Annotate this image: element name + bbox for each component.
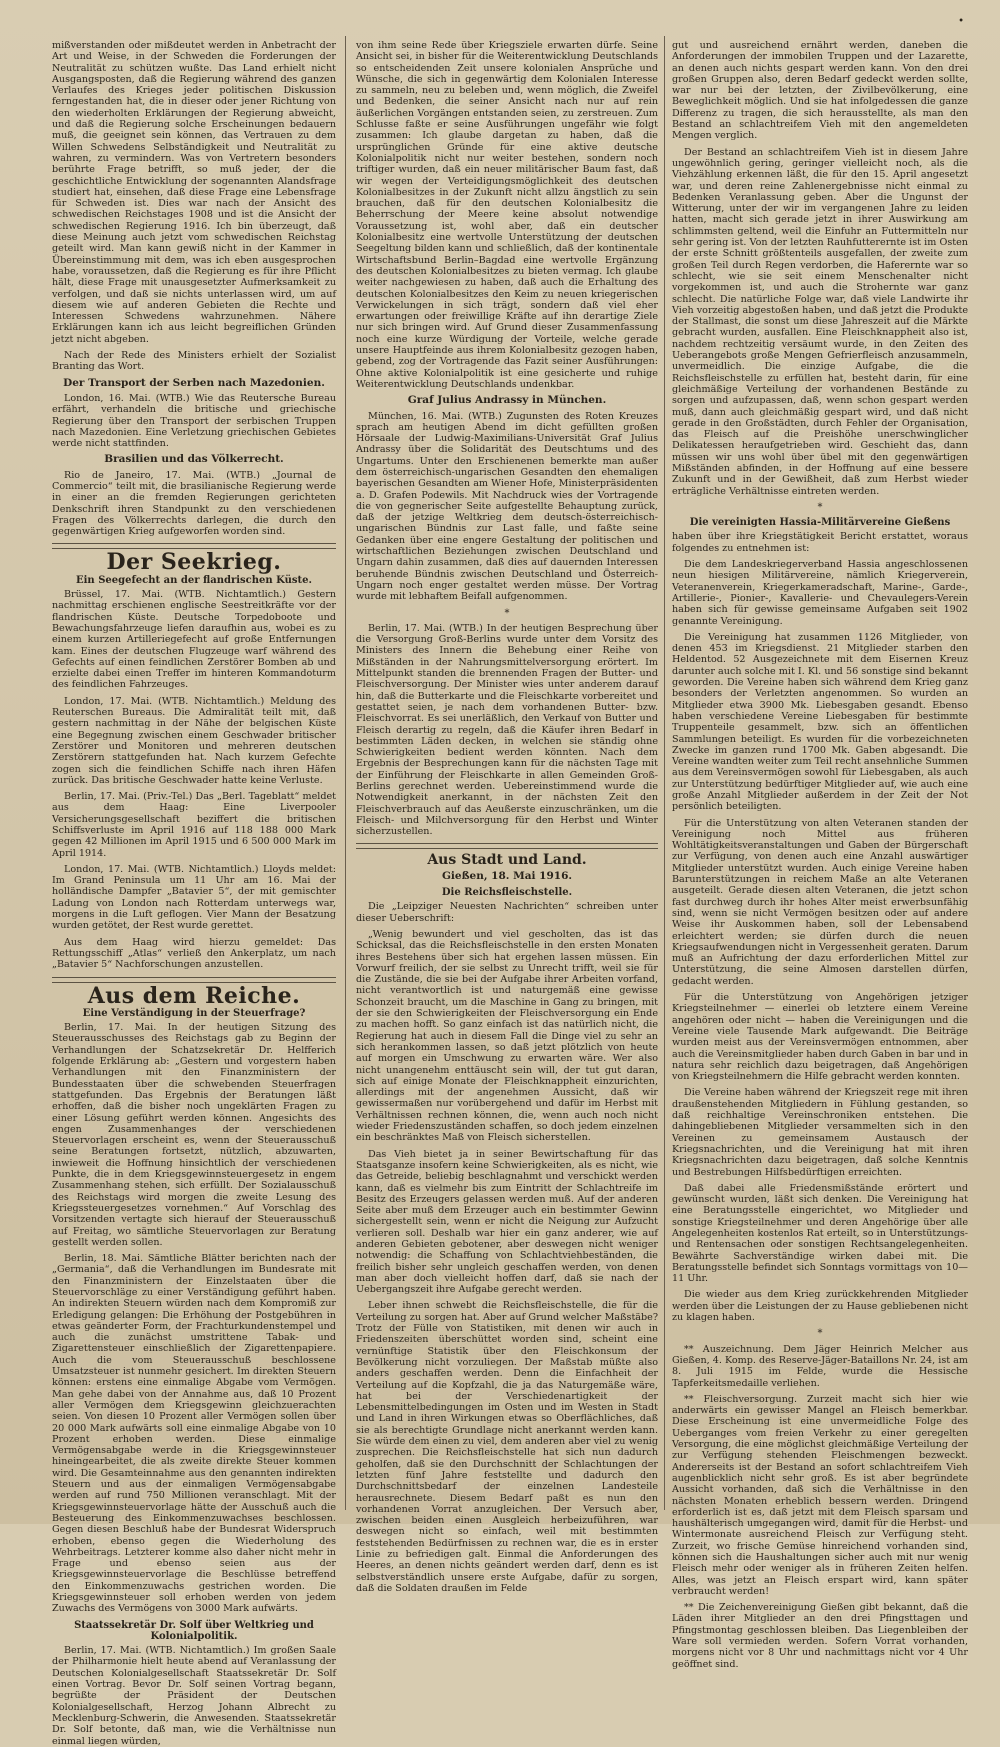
paragraph: München, 16. Mai. (WTB.) Zugunsten des Roten Kreuzes sprach am heutigen Abend im dicht gefüllten großen Hörsaale der Ludwig-Maximilians-Universität Graf Julius Andrassy über die Solidarität des Deutschtums und des Ungartums. Unter den Erschienenen bemerkte man außer dem österreichisch-ungarischen Gesandten den ehemaligen bayerischen Gesandten am Wiener Hofe, Ministerpräsidenten a. D. Grafen Podewils. Mit Nachdruck wies der Vortragende die von gegnerischer Seite aufgestellte Behauptung zurück, daß der jetzige Weltkrieg dem deutsch-österreichisch-ungarischen Bündnis zur Last falle, und faßte seine Gedanken über eine engere Gestaltung der politischen und wirtschaftlichen Beziehungen zwischen Deutschland und Ungarn dahin zusammen, daß dies auf dauernden Interessen beruhende Bündnis zwischen Deutschland und Österreich-Ungarn noch enger gestaltet werden müsse. Der Vortrag wurde mit lebhaftem Beifall aufgenommen.: [356, 410, 658, 603]
section-heading: Der Transport der Serben nach Mazedonien.: [63, 376, 325, 389]
column-rule-2: [664, 36, 665, 1510]
separator-star: *: [817, 1328, 823, 1340]
paragraph: Für die Unterstützung von alten Veteranen standen der Vereinigung noch Mittel aus früheren Wohltätigkeitsveranstaltungen und Gaben der Bürgerschaft zur Verfügung, von denen auch eine Anzahl auswärtiger Mitglieder unterstützt wurden. Auch einige Vereine haben Barunterstützungen in reichem Maße an alte Veteranen ausgeteilt. Gerade diesen alten Veteranen, die jetzt schon fast durchweg durch ihr hohes Alter meist erwerbsunfähig sind, wenn sie nicht Vermögen besitzen oder auf andere Weise ihr Auskommen haben, soll der Lebensabend erleichtert werden; sie dürfen durch die neuen Kriegsaufwendungen nicht in Vergessenheit geraten. Darum muß an Aufrichtung der dazu erforderlichen Mittel zur Unterstützung, die seine Almosen darstellen dürfen, gedacht werden.: [672, 817, 968, 987]
paragraph: „Wenig bewundert und viel gescholten, das ist das Schicksal, das die Reichsfleischstelle in den ersten Monaten ihres Bestehens über sich hat ergehen lassen müssen. Ein Vorwurf freilich, der sie selbst zu Unrecht trifft, weil sie für die Zustände, die sie bei der Aufgabe ihrer Arbeiten vorfand, nicht verantwortlich ist und naturgemäß eine gewisse Schonzeit braucht, um die Maschine in Gang zu bringen, mit der sie den Schwierigkeiten der Fleischversorgung ein Ende zu machen hofft. So ganz einfach ist das natürlich nicht, die Regierung hat auch in diesem Fall die Dinge viel zu sehr an sich herankommen lassen, so daß jetzt plötzlich von heute auf morgen ein Umschwung zu erwarten wäre. Wer also nicht unangenehm enttäuscht sein will, der tut gut daran, sich auf einige Monate der Fleischknappheit einzurichten, allerdings mit der angenehmen Aussicht, daß wir gewissermaßen nur vorübergehend und dafür im Herbst mit Verhältnissen rechnen können, die, wenn auch noch nicht wieder Friedenszuständen schaffen, so doch jedem einzelnen ein beschränktes Maß von Fleisch sicherstellen.: [356, 928, 658, 1144]
paragraph: ** Die Zeichenvereinigung Gießen gibt bekannt, daß die Läden ihrer Mitglieder an den drei Pfingsttagen und Pfingstmontag geschlossen bleiben. Das Liegenbleiben der Ware soll vermieden werden. Sofern Vorrat vorhanden, morgens nicht vor 8 Uhr und nachmittags nicht vor 4 Uhr geöffnet sind.: [672, 1602, 968, 1670]
paragraph: ** Fleischversorgung. Zurzeit macht sich hier wie anderwärts ein gewisser Mangel an Fleisch bemerkbar. Diese Erscheinung ist eine unvermeidliche Folge des Ueberganges vom freien Verkehr zu einer geregelten Versorgung, die eine möglichst gleichmäßige Verteilung der zur Verfügung stehenden Fleischmengen bezweckt. Andererseits ist der Bestand an sofort schlachtreifem Vieh augenblicklich nicht sehr groß. Es ist aber begründete Aussicht vorhanden, daß sich die Verhältnisse in den nächsten Monaten erheblich bessern werden. Dringend erforderlich ist es, daß jetzt mit dem Fleisch sparsam und haushälterisch umgegangen wird, damit für die Herbst- und Wintermonate ausreichend Fleisch zur Verfügung steht. Zurzeit, wo frische Gemüse hinreichend vorhanden sind, können sich die Haushaltungen sicher auch mit nur wenig Fleisch mehr oder weniger als in früheren Zeiten helfen. Alles, was jetzt an Fleisch erspart wird, kann später verbraucht werden!: [672, 1393, 968, 1597]
paragraph: Die dem Landeskriegerverband Hassia angeschlossenen neun hiesigen Militärvereine, nämlich Kriegerverein, Veteranenverein, Kriegerkameradschaft, Marine-, Garde-, Artillerie-, Pionier-, Kavallerie- und Chevaulegers-Verein haben sich für gewisse gemeinsame Aufgaben seit 1902 genannte Vereinigung.: [672, 559, 968, 627]
separator-star: *: [504, 607, 510, 619]
paragraph: gut und ausreichend ernährt werden, daneben die Anforderungen der immobilen Truppen und der Lazarette, an denen auch nichts gespart werden kann. Von den drei großen Gruppen also, deren Bedarf gedeckt werden sollte, war nur bei der letzten, der Zivilbevölkerung, eine Beweglichkeit möglich. Und sie hat infolgedessen die ganze Differenz zu tragen, die sich herausstellte, als man den Bestand an schlachtreifem Vieh mit den angemeldeten Mengen verglich.: [672, 40, 968, 142]
paragraph: Der Bestand an schlachtreifem Vieh ist in diesem Jahre ungewöhnlich gering, geringer vielleicht noch, als die Viehzählung erkennen läßt, die für den 15. April angesetzt war, und deren reine Zahlenergebnisse nicht einmal zu Bedenken Veranlassung geben. Aber die Ungunst der Witterung, unter der wir im vergangenen Jahre zu leiden hatten, macht sich gerade jetzt in ihrer Auswirkung am schlimmsten geltend, weil die Einfuhr an Futtermitteln nur sehr gering ist. Von der letzten Rauhfutterernte ist im Osten der erste Schnitt größtenteils ausgefallen, der zweite zum großen Teil durch Regen verdorben, die Haferernte war so schlecht, wie sie seit einem Menschenalter nicht vorgekommen ist, und auch die Strohernte war ganz schlecht. Die natürliche Folge war, daß viele Landwirte ihr Vieh vorzeitig abgestoßen haben, und daß jetzt die Produkte der Stallmast, die sonst um diese Jahreszeit auf die Märkte gebracht wurden, ausfallen. Eine Fleischknappheit also ist, nachdem rechtzeitig versäumt wurde, in den Zeiten des Ueberangebots große Mengen Gefrierfleisch anzusammeln, unvermeidlich. Die einzige Aufgabe, die die Reichsfleischstelle zu erfüllen hat, besteht darin, für eine gleichmäßige Verteilung der vorhandenen Bestände zu sorgen und aufzupassen, daß, wenn schon gespart werden muß, dann auch gleichmäßig gespart wird, und daß nicht gerade in den Großstädten, durch Fehler der Organisation, das Fleisch auf die Preishöhe unerschwinglicher Delikatessen heraufgetrieben wird. Geschieht das, dann müssen wir uns wohl über übel mit den gegenwärtigen Mißständen abfinden, in der Hoffnung auf eine bessere Zukunft und in der Gewißheit, daß zum Herbst wieder erträgliche Verhältnisse eintreten werden.: [672, 146, 968, 497]
paragraph: mißverstanden oder mißdeutet werden in Anbetracht der Art und Weise, in der Schweden die Forderungen der Neutralität zu schützen wußte. Das Land erhielt nicht Ausgangsposten, daß die Regierung während des ganzen Verlaufes des Krieges jeder politischen Diskussion ferngestanden hat, die in dieser oder jener Richtung von den wiederholten Erklärungen der Regierung abweicht, und daß die Regierung solche Erscheinungen bedauern muß, die geeignet sein können, das Vertrauen zu dem Willen Schwedens Selbständigkeit und Neutralität zu wahren, zu vermindern. Was von Vertretern besonders berührte Frage betrifft, so muß jeder, der die geschichtliche Entwicklung der sogenannten Alandsfrage studiert hat, einsehen, daß diese Frage eine Lebensfrage für Schweden ist. Dies war nach der Ansicht des schwedischen Reichstages 1908 und ist die Ansicht der schwedischen Regierung 1916. Ich bin überzeugt, daß diese Meinung auch jetzt vom schwedischen Reichstag geteilt wird. Man kann gewiß nicht in der Kammer in Übereinstimmung mit dem, was ich eben ausgesprochen habe, voraussetzen, daß die Regierung es für ihre Pflicht hält, diese Frage mit unausgesetzter Aufmerksamkeit zu verfolgen, und daß sie nichts unterlassen wird, um auf diesem wie auf anderen Gebieten die Rechte und Interessen Schwedens wahrzunehmen. Nähere Erklärungen kann ich aus leicht begreiflichen Gründen jetzt nicht abgeben.: [52, 40, 336, 345]
section-heading: Graf Julius Andrassy in München.: [407, 394, 607, 407]
column-2: [356, 40, 658, 1594]
page-mark: •: [958, 16, 964, 27]
column-1: [52, 40, 336, 1747]
subheading: Die Reichsfleischstelle.: [441, 887, 573, 899]
section-heading: Brasilien und das Völkerrecht.: [104, 453, 284, 466]
main-heading-reiche: Aus dem Reiche.: [87, 982, 301, 1009]
section-divider: [52, 977, 336, 983]
paragraph: London, 17. Mai. (WTB. Nichtamtlich.) Meldung des Reuterschen Bureaus. Die Admiralität teilt mit, daß gestern nachmittag in der Nähe der belgischen Küste eine Begegnung zwischen einem Geschwader britischer Zerstörer und Monitoren und mehreren deutschen Zerstörern stattgefunden hat. Nach kurzem Gefechte zogen sich die feindlichen Schiffe nach ihren Häfen zurück. Das britische Geschwader hatte keine Verluste.: [52, 695, 336, 786]
paragraph: London, 17. Mai. (WTB. Nichtamtlich.) Lloyds meldet: Im Grand Peninsula um 11 Uhr am 16. Mai der holländische Dampfer „Batavier 5“, der mit gemischter Ladung von London nach Rotterdam unterwegs war, morgens in die Luft geflogen. Vier Mann der Besatzung wurden getötet, der Rest wurde gerettet.: [52, 863, 336, 932]
paragraph: Das Vieh bietet ja in seiner Bewirtschaftung für das Staatsganze insofern keine Schwierigkeiten, als es nicht, wie das Getreide, beliebig beschlagnahmt und verschickt werden kann, daß es vielmehr bis zum Eintritt der Schlachtreife im Besitz des Erzeugers gelassen werden muß. Auf der anderen Seite aber muß dem Erzeuger auch ein bestimmter Gewinn sichergestellt sein, wenn er nicht die Neigung zur Aufzucht verlieren soll. Deshalb war hier ein ganz anderer, wie auf anderen Gebieten gebotener, aber deswegen nicht weniger notwendig: die Schaffung von Schlachtviehbeständen, die freilich bisher sehr ungleich geschaffen werden, von denen man aber doch vielleicht hoffen darf, daß sie nach der Uebergangszeit ihre Aufgabe gerecht werden.: [356, 1148, 658, 1296]
paragraph: London, 16. Mai. (WTB.) Wie das Reutersche Bureau erfährt, verhandeln die britische und griechische Regierung über den Transport der serbischen Truppen nach Mazedonien. Eine Verletzung griechischen Gebietes werde nicht stattfinden.: [52, 392, 336, 450]
paragraph: Berlin, 17. Mai. (WTB.) In der heutigen Besprechung über die Versorgung Groß-Berlins wurde unter dem Vorsitz des Ministers des Innern die Behebung einer Reihe von Mißständen in der Nahrungsmittelversorgung erörtert. Im Mittelpunkt standen die brennenden Fragen der Butter- und Fleischversorgung. Der Minister wies unter anderem darauf hin, daß die Butterkarte und die Fleischkarte vorbereitet und gestattet seien, je nach dem vorhandenen Butter- bzw. Fleischvorrat. Es sei unerläßlich, den Verkauf von Butter und Fleisch derartig zu regeln, daß die Käufer ihren Bedarf in bestimmten Läden decken, in welchen sie ständig ohne Schwierigkeiten bedient werden könnten. Nach dem Ergebnis der Besprechungen kann für die nächsten Tage mit der Einführung der Fleischkarte in allen Gemeinden Groß-Berlins gerechnet werden. Uebereinstimmend wurde die Notwendigkeit anerkannt, in der nächsten Zeit den Fleischverbrauch auf das Aeußerste einzuschränken, um die Fleisch- und Milchversorgung für den Herbst und Winter sicherzustellen.: [356, 622, 658, 838]
section-heading-stadt: Aus Stadt und Land.: [427, 852, 587, 869]
paragraph: Die „Leipziger Neuesten Nachrichten“ schreiben unter dieser Ueberschrift:: [356, 901, 658, 924]
paragraph: Die Vereine haben während der Kriegszeit rege mit ihren draußenstehenden Mitgliedern in Fühlung gestanden, so daß reichhaltige Vereinschroniken entstehen. Die dahingebliebenen Mitglieder versammelten sich in den Vereinen zu gemeinsamem Austausch der Kriegsnachrichten, und die Vereinigung hat mit ihren Kriegsnachrichten dazu beigetragen, daß solche Kenntnis und Bestrebungen Hilfsbedürftigen erreichten.: [672, 1087, 968, 1178]
paragraph: Berlin, 17. Mai. In der heutigen Sitzung des Steuerausschusses des Reichstags gab zu Beginn der Verhandlungen der Schatzsekretär Dr. Helfferich folgende Erklärung ab: „Gestern und vorgestern haben Verhandlungen mit den Finanzministern der Bundesstaaten über die schwebenden Steuerfragen stattgefunden. Das Ergebnis der Beratungen läßt erhoffen, daß die bisher noch ungeklärten Fragen zu einer Lösung geführt werden können. Angesichts des engen Zusammenhanges der verschiedenen Steuervorlagen erscheint es, wenn der Steuerausschuß seine Beratungen fortsetzt, nützlich, abzuwarten, inwieweit die Hoffnung hinsichtlich der verschiedenen Punkte, die in dem Kriegsgewinnsteuergesetz in engem Zusammenhang stehen, sich erfüllt. Der Sozialausschuß des Reichstags wird morgen die zweite Lesung des Kriegssteuergesetzes vornehmen.“ Auf Vorschlag des Vorsitzenden vertagte sich hierauf der Steuerausschuß auf Freitag, wo sämtliche Steuervorlagen zur Beratung gestellt werden sollen.: [52, 1022, 336, 1248]
paragraph: Rio de Janeiro, 17. Mai. (WTB.) „Journal de Commercio“ teilt mit, die brasilianische Regierung werde in einer an die fremden Regierungen gerichteten Denkschrift ihren Standpunkt zu den verschiedenen Fragen des Völkerrechts darlegen, die durch den gegenwärtigen Krieg aufgeworfen worden sind.: [52, 469, 336, 538]
paragraph: Brüssel, 17. Mai. (WTB. Nichtamtlich.) Gestern nachmittag erschienen englische Seestreitkräfte vor der flandrischen Küste. Deutsche Torpedoboote und Bewachungsfahrzeuge liefen daraufhin aus, wobei es zu einem kurzen Artilleriegefecht auf große Entfernungen kam. Eines der deutschen Flugzeuge warf während des Gefechts auf einen feindlichen Zerstörer Bomben ab und erzielte dabei einen Treffer im hinteren Kommandoturm des feindlichen Fahrzeuges.: [52, 589, 336, 691]
column-3: [672, 40, 968, 1670]
paragraph: von ihm seine Rede über Kriegsziele erwarten dürfe. Seine Ansicht sei, in bisher für die Weiterentwicklung Deutschlands so entscheidenden Zeit unsere kolonialen Ansprüche und Wünsche, die sich in gegenwärtig dem Kolonialen Interesse zu sammeln, neu zu beleben und, wenn möglich, die Zweifel und Bedenken, die seiner Ansicht nach nur auf rein äußerlichen Vorgängen entstanden seien, zu zerstreuen. Zum Schlusse faßte er seine Ausführungen ungefähr wie folgt zusammen: Ich glaube dargetan zu haben, daß die ursprünglichen Gründe für eine aktive deutsche Kolonialpolitik nicht nur weiter bestehen, sondern noch triftiger wurden, daß ein neuer militärischer Baum fast, daß wir wegen der Verteidigungsmöglichkeit des deutschen Kolonialbesitzes in der Zukunft nicht allzu ängstlich zu sein brauchen, daß für den deutschen Kolonialbesitz die Beherrschung der Meere keine absolut notwendige Voraussetzung ist, wohl aber, daß ein deutscher Kolonialbesitz eine wertvolle Unterstützung der deutschen Seegeltung bilden kann und schließlich, daß der kontinentale Wirtschaftsbund Berlin–Bagdad eine wertvolle Ergänzung des deutschen Kolonialbesitzes zu bieten vermag. Ich glaube weiter nachgewiesen zu haben, daß auch die Erhaltung des deutschen Kolonialbesitzes den Keim zu neuen kriegerischen Verwickelungen in sich trägt, sondern daß viel eher erwartungen oder freiwillige Kräfte auf ihn derartige Ziele nur sich bringen wird. Auf Grund dieser Zusammenfassung noch eine kurze Würdigung der Vorteile, welche gerade unsere Hauptfeinde aus ihrem Kolonialbesitz gezogen haben, gebend, zog der Vortragende das Fazit seiner Ausführungen: Ohne aktive Kolonialpolitik ist eine gesicherte und ruhige Weiterentwicklung Deutschlands undenkbar.: [356, 40, 658, 390]
column-rule-1: [345, 36, 346, 1510]
section-divider: [356, 843, 658, 849]
main-heading-seekrieg: Der Seekrieg.: [106, 549, 282, 576]
paragraph: Berlin, 17. Mai. (Priv.-Tel.) Das „Berl. Tageblatt“ meldet aus dem Haag: Eine Liverpooler Versicherungsgesellschaft beziffert die britischen Schiffsverluste im April 1916 auf 118 188 000 Mark gegen 42 Millionen im April 1915 und 6 500 000 Mark im April 1914.: [52, 791, 336, 859]
paragraph: haben über ihre Kriegstätigkeit Bericht erstattet, woraus folgendes zu entnehmen ist:: [672, 531, 968, 554]
subheading: Eine Verständigung in der Steuerfrage?: [82, 1007, 306, 1019]
paragraph: Für die Unterstützung von Angehörigen jetziger Kriegsteilnehmer — einerlei ob letztere einem Vereine angehören oder nicht — haben die Vereinigungen und die Vereine viele Tausende Mark aufgewandt. Die Beiträge wurden meist aus der Vereinsvermögen entnommen, aber auch die Vereinsmitglieder haben durch Gaben in bar und in natura sehr reichlich dazu beigetragen, daß Angehörigen von Kriegsteilnehmern die Hilfe gebracht werden konnten.: [672, 992, 968, 1083]
paragraph: Nach der Rede des Ministers erhielt der Sozialist Branting das Wort.: [52, 350, 336, 373]
subheading: Staatssekretär Dr. Solf über Weltkrieg und Kolonialpolitik.: [74, 1619, 314, 1642]
paragraph: Leber ihnen schwebt die Reichsfleischstelle, die für die Verteilung zu sorgen hat. Aber auf Grund welcher Maßstäbe? Trotz der Fülle von Statistiken, mit denen wir auch in Friedenszeiten überschüttet worden sind, scheint eine vernünftige Statistik über den Fleischkonsum der Bevölkerung nicht vorzuliegen. Der Maßstab müßte also anders geschaffen werden. Denn die Einfachheit der Verteilung auf die Kopfzahl, die ja das Naturgemäße wäre, hat bei der Verschiedenartigkeit der Lebensmittelbedingungen im Osten und im Westen in Stadt und Land in ihren Wirkungen etwas so Oberflächliches, daß sie als berechtigte Grundlage nicht anerkannt werden kann. Sie würde dem einen zu viel, dem anderen aber viel zu wenig zusprechen. Die Reichsfleischstelle hat sich nun dadurch geholfen, daß sie den Durchschnitt der Schlachtungen der letzten fünf Jahre feststellte und dadurch den Durchschnittsbedarf der einzelnen Landesteile herausrechnete. Diesem Bedarf paßt es nun den vorhandenen Vorrat anzugleichen. Der Versuch aber, zwischen beiden einen Ausgleich herbeizuführen, war deswegen nicht so einfach, weil mit bestimmten feststehenden Bedürfnissen zu rechnen war, die es in erster Linie zu befriedigen galt. Einmal die Anforderungen des Heeres, an denen nichts geändert werden darf, denn es ist selbstverständlich unsere erste Aufgabe, dafür zu sorgen, daß die Soldaten draußen im Felde: [356, 1300, 658, 1594]
paragraph: Aus dem Haag wird hierzu gemeldet: Das Rettungsschiff „Atlas“ verließ den Ankerplatz, um nach „Batavier 5“ Nachforschungen anzustellen.: [52, 936, 336, 971]
paragraph: ** Auszeichnung. Dem Jäger Heinrich Melcher aus Gießen, 4. Komp. des Reserve-Jäger-Bataillons Nr. 24, ist am 8. Juli 1915 im Felde, wurde die Hessische Tapferkeitsmedaille verliehen.: [672, 1343, 968, 1389]
subheading: Die vereinigten Hassia-Militärvereine Gießens: [689, 517, 951, 529]
subheading: Ein Seegefecht an der flandrischen Küste.: [76, 574, 312, 586]
separator-star: *: [817, 501, 823, 513]
paragraph: Die Vereinigung hat zusammen 1126 Mitglieder, von denen 453 im Kriegsdienst. 21 Mitglieder starben den Heldentod. 52 Ausgezeichnete mit dem Eisernen Kreuz darunter auch solche mit I. Kl. und 56 sonstige sind bekannt geworden. Die Vereine haben sich während dem Krieg ganz besonders der Verletzten angenommen. So wurden an Mitglieder etwa 3900 Mk. Liebesgaben gesandt. Ebenso haben verschiedene Vereine Liebesgaben für bestimmte Truppenteile gesammelt, bzw. sich an öffentlichen Sammlungen beteiligt. Es wurden für die vorbezeichneten Zwecke im ganzen rund 1700 Mk. Gaben abgesandt. Die Vereine wandten weiter zum Teil recht ansehnliche Summen aus dem Vereinsvermögen sowohl für Liebesgaben, als auch zur Unterstützung bedürftiger Mitglieder auf, wie auch eine große Anzahl Mitglieder außerdem in der Zeit der Not persönlich beteiligten.: [672, 631, 968, 813]
paragraph: Daß dabei alle Friedensmißstände erörtert und gewünscht wurden, läßt sich denken. Die Vereinigung hat eine Beratungsstelle eingerichtet, wo Mitglieder und sonstige Kriegsteilnehmer und deren Angehörige über alle Angelegenheiten kostenlos Rat erteilt, so in Unterstützungs- und Rentensachen oder sonstigen Rechtsangelegenheiten. Bewährte Sachverständige wirken dabei mit. Die Beratungsstelle befindet sich Sonntags vormittags von 10—11 Uhr.: [672, 1182, 968, 1285]
paragraph: Die wieder aus dem Krieg zurückkehrenden Mitglieder werden über die Leistungen der zu Hause gebliebenen nicht zu klagen haben.: [672, 1289, 968, 1324]
paragraph: Berlin, 18. Mai. Sämtliche Blätter berichten nach der „Germania“, daß die Verhandlungen im Bundesrate mit den Finanzministern der Einzelstaaten über die Steuervorschläge zu einer Verständigung geführt haben. An indirekten Steuern würden nach dem Kompromiß zur Erledigung gelangen: Die Erhöhung der Postgebühren in etwas geänderter Form, der Frachturkundenstempel und auch die zunächst umstrittene Tabak- und Zigarettensteuer einschließlich der Zigarettenpapiere. Auch die vom Steuerausschuß beschlossene Umsatzsteuer ist nunmehr gesichert. Im direkten Steuern können: erstens eine einmalige Abgabe vom Vermögen. Man gehe dabei von der Annahme aus, daß 10 Prozent aller Vermögen dem Kriegsgewinn gleichzuerachten seien. Von diesen 10 Prozent aller Vermögen sollen über 20 000 Mark aufwärts soll eine einmalige Abgabe von 10 Prozent erhoben werden. Diese einmalige Vermögensabgabe werde in die Kriegsgewinnsteuer hineingearbeitet, die als zweite direkte Steuer kommen wird. Die Gesamteinnahme aus den genannten indirekten Steuern und aus der einmaligen Vermögensabgabe werden auf rund 750 Millionen veranschlagt. Mit der Kriegsgewinnsteuervorlage hätte der Ausschuß auch die Besteuerung des Einkommenzuwachses beschlossen. Gegen diesen Beschluß habe der Bundesrat Widerspruch erhoben, ebenso gegen die Wiederholung des Wehrbeitrags. Letzterer komme also daher nicht mehr in Frage und ebenso seien aus der Kriegsgewinnsteuervorlage die Beschlüsse betreffend den Einkommenzuwachs gestrichen worden. Die Kriegsgewinnsteuer soll erhoben werden von jedem Zuwachs des Vermögens von 3000 Mark aufwärts.: [52, 1253, 336, 1615]
paragraph: Berlin, 17. Mai. (WTB. Nichtamtlich.) Im großen Saale der Philharmonie hielt heute abend auf Veranlassung der Deutschen Kolonialgesellschaft Staatssekretär Dr. Solf einen Vortrag. Bevor Dr. Solf seinen Vortrag begann, begrüßte der Präsident der Deutschen Kolonialgesellschaft, Herzog Johann Albrecht zu Mecklenburg-Schwerin, die Anwesenden. Staatssekretär Dr. Solf betonte, daß man, wie die Verhältnisse nun einmal liegen würden,: [52, 1645, 336, 1747]
dateline: Gießen, 18. Mai 1916.: [441, 869, 573, 882]
